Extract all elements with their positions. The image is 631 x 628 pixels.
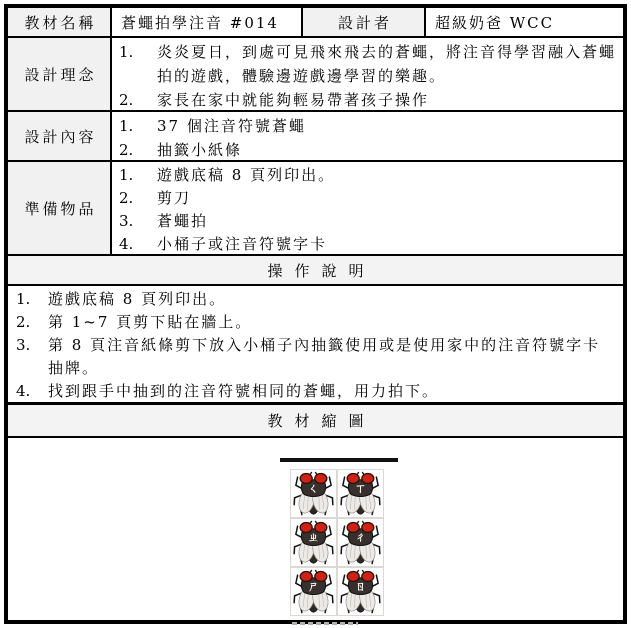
fly-icon [292, 471, 335, 516]
item-number: 4. [16, 382, 31, 400]
item-number: 4. [119, 235, 134, 253]
item-number: 1. [119, 166, 134, 184]
design-concept-label: 設計理念 [8, 38, 112, 110]
material-table [4, 4, 627, 624]
fly-card [337, 518, 384, 567]
item-number: 3. [16, 336, 31, 354]
item-text: 剪刀 [157, 189, 192, 207]
designer-label: 設計者 [303, 8, 426, 36]
item-text: 蒼蠅拍 [157, 212, 209, 230]
list-item [8, 288, 617, 311]
fly-icon [339, 569, 382, 614]
fly-card [337, 469, 384, 518]
preparation-label: 準備物品 [8, 162, 112, 254]
list-item [112, 233, 619, 256]
thumbnail-header: 教材縮圖 [8, 405, 623, 438]
material-name-label: 教材名稱 [8, 8, 112, 36]
item-number: 1. [119, 43, 134, 61]
fly-zhuyin-symbol: ㄑ [307, 482, 320, 496]
preparation-list [112, 162, 623, 254]
operation-header: 操作說明 [8, 256, 623, 286]
item-text: 遊戲底稿 8 頁列印出。 [48, 290, 227, 308]
fly-card [290, 518, 337, 567]
list-item [112, 210, 619, 233]
fly-card [290, 469, 337, 518]
fly-grid [290, 469, 386, 616]
fly-card [337, 567, 384, 616]
fly-zhuyin-symbol: ㄓ [307, 531, 320, 545]
item-number: 2. [119, 141, 134, 159]
fly-zhuyin-symbol: ㄔ [354, 531, 367, 545]
design-concept-list [112, 38, 623, 110]
item-text: 37 個注音符號蒼蠅 [157, 117, 306, 135]
item-text: 抽籤小紙條 [157, 141, 243, 159]
fly-icon [292, 520, 335, 565]
design-content-list [112, 112, 623, 160]
thumbnail-area [8, 438, 623, 620]
item-number: 3. [119, 212, 134, 230]
item-text: 家長在家中就能夠輕易帶著孩子操作 [157, 91, 430, 109]
item-number: 2. [119, 91, 134, 109]
list-item [112, 164, 619, 187]
fly-icon [292, 569, 335, 614]
design-content-label: 設計內容 [8, 112, 112, 160]
item-text: 第 1~7 頁剪下貼在牆上。 [48, 313, 253, 331]
row-design-content [8, 112, 623, 162]
item-number: 1. [16, 290, 31, 308]
list-item [112, 40, 619, 88]
list-item [8, 334, 617, 380]
fly-zhuyin-symbol: ㄕ [307, 580, 320, 594]
fly-zhuyin-symbol: ㄖ [354, 580, 367, 594]
item-text: 小桶子或注音符號字卡 [157, 235, 328, 253]
list-item [112, 187, 619, 210]
operation-list [8, 286, 623, 405]
row-preparation [8, 162, 623, 256]
material-name-value: 蒼蠅拍學注音 #014 [112, 8, 303, 36]
item-number: 2. [16, 313, 31, 331]
watermark-line [292, 622, 358, 625]
designer-value: 超級奶爸 WCC [435, 13, 555, 32]
list-item [112, 114, 619, 138]
fly-zhuyin-symbol: ㄒ [354, 482, 367, 496]
list-item [112, 138, 619, 162]
list-item [112, 88, 619, 112]
fly-card [290, 567, 337, 616]
item-number: 1. [119, 117, 134, 135]
row-material-name [8, 8, 623, 38]
item-text: 找到跟手中抽到的注音符號相同的蒼蠅，用力拍下。 [48, 382, 440, 400]
item-number: 2. [119, 189, 134, 207]
fly-icon [339, 520, 382, 565]
row-design-concept [8, 38, 623, 112]
list-item [8, 380, 617, 403]
item-text: 第 8 頁注音紙條剪下放入小桶子內抽籤使用或是使用家中的注音符號字卡抽牌。 [48, 336, 601, 377]
fly-icon [339, 471, 382, 516]
list-item [8, 311, 617, 334]
item-text: 炎炎夏日，到處可見飛來飛去的蒼蠅，將注音得學習融入蒼蠅拍的遊戲，體驗邊遊戲邊學習的樂趣。 [157, 43, 617, 85]
item-text: 遊戲底稿 8 頁列印出。 [157, 166, 336, 184]
thumbnail-image [280, 458, 398, 625]
thumbnail-top-bar [280, 458, 398, 462]
